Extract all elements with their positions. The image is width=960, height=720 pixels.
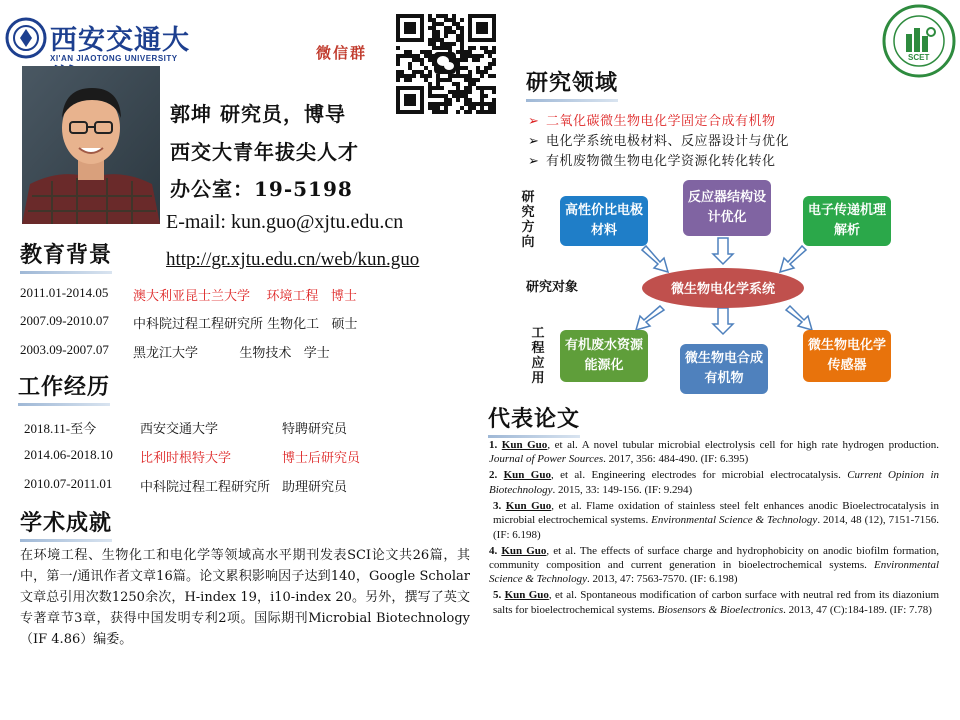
- box-electrosynthesis: 微生物电合成有机物: [680, 344, 768, 394]
- education-detail: 中科院过程工程研究所 生物化工 硕士: [133, 317, 358, 332]
- box-biosensor: 微生物电化学传感器: [803, 330, 891, 382]
- box-wastewater-energy: 有机废水资源能源化: [560, 330, 648, 382]
- box-electrode-materials: 高性价比电极材料: [560, 196, 648, 246]
- paper-title: , et al. Spontaneous modification of carbon surface with neutral red from its diazonium salts for bioelectrochemical systems.: [493, 589, 940, 616]
- paper-number: 5.: [493, 589, 502, 602]
- work-org: 西安交通大学: [140, 422, 219, 437]
- label-research-object: 研究对象: [526, 280, 579, 295]
- research-item: [528, 130, 789, 149]
- paper-item: [489, 499, 939, 542]
- arrow-bottom-right: [786, 306, 812, 330]
- label-engineering-application: 工程应用: [531, 326, 545, 386]
- university-logo: [4, 14, 194, 66]
- work-row: [24, 418, 474, 436]
- achievements-title: 学术成就: [20, 506, 112, 539]
- profile-url-link[interactable]: http://gr.xjtu.edu.cn/web/kun.guo: [166, 249, 420, 270]
- research-diagram: [520, 180, 920, 400]
- university-name: 西安交通大: [50, 25, 190, 56]
- paper-number: 4.: [489, 544, 498, 557]
- university-name-en: XI'AN JIAOTONG UNIVERSITY: [50, 54, 178, 63]
- paper-title: , et al. The effects of surface charge and hydrophobicity on anodic biofilm formation, community composition and current generation in bioelectrochemical systems.: [489, 544, 940, 572]
- papers-title: 代表论文: [488, 402, 580, 435]
- research-title: 研究领域: [526, 66, 618, 99]
- research-item-text: 二氧化碳微生物电化学固定合成有机物: [546, 114, 776, 129]
- paper-details: . 2015, 33: 149-156. (IF: 9.294): [552, 483, 693, 496]
- work-org: 中科院过程工程研究所: [140, 480, 271, 495]
- paper-details: . 2014, 48 (12), 7151-7156. (IF: 6.198): [493, 514, 939, 541]
- paper-number: 2.: [489, 469, 498, 482]
- arrow-top-left: [642, 246, 668, 272]
- work-row: [24, 476, 474, 494]
- bullet-arrow-icon: ➢: [528, 134, 540, 149]
- profile-name-title: 郭坤 研究员，博导: [170, 102, 346, 126]
- paper-author: Kun Guo: [504, 589, 549, 602]
- education-title: 教育背景: [20, 238, 112, 271]
- work-date: 2014.06-2018.10: [24, 447, 113, 462]
- profile-honor: 西交大青年拔尖人才: [170, 140, 359, 164]
- paper-details: . 2013, 47: 7563-7570. (IF: 6.198): [586, 573, 738, 586]
- paper-journal: Environmental Science & Technology: [651, 514, 818, 527]
- education-date: 2011.01-2014.05: [20, 285, 109, 300]
- papers-list: [489, 438, 939, 619]
- lab-seal-logo: [882, 4, 956, 78]
- education-row: [20, 342, 470, 360]
- education-detail: 澳大利亚昆士兰大学 环境工程 博士: [133, 289, 357, 304]
- paper-author: Kun Guo: [503, 469, 551, 482]
- work-role: 特聘研究员: [282, 422, 348, 437]
- wechat-qr-code[interactable]: [392, 12, 500, 116]
- bullet-arrow-icon: ➢: [528, 114, 540, 129]
- paper-journal: Biosensors & Bioelectronics: [657, 603, 784, 616]
- center-label: 微生物电化学系统: [670, 282, 775, 297]
- education-detail: 黑龙江大学 生物技术 学士: [133, 346, 330, 361]
- paper-journal: Journal of Power Sources: [489, 453, 604, 466]
- paper-author: Kun Guo: [501, 439, 548, 451]
- education-row: [20, 285, 470, 303]
- research-item-text: 电化学系统电极材料、反应器设计与优化: [546, 134, 790, 149]
- achievements-text: 在环境工程、生物化工和电化学等领域高水平期刊发表SCI论文共26篇，其中，第一/通讯作者文章16篇。论文累积影响因子达到140，Google Scholar文章总引用次数1250余次，H-index 19，i10-index 20。另外，撰写了英文专著章节3章，获得中国发明专利2项。国际期刊Microbial Biotechnology（IF 4.86）编委。: [20, 548, 470, 647]
- work-date: 2018.11-至今: [24, 421, 97, 436]
- profile-office: 办公室：19-5198: [170, 177, 353, 201]
- research-item-text: 有机废物微生物电化学资源化转化转化: [546, 154, 776, 169]
- paper-details: . 2013, 47 (C):184-189. (IF: 7.78): [783, 603, 932, 616]
- paper-item: [489, 468, 939, 497]
- arrow-bottom-left: [636, 306, 664, 330]
- paper-title: , et al. A novel tubular microbial electrolysis cell for high rate hydrogen production.: [547, 439, 940, 451]
- paper-title: , et al. Flame oxidation of stainless steel felt enhances anodic Bioelectrocatalysis in microbial electrochemical systems.: [493, 499, 939, 527]
- arrow-top-mid: [713, 238, 733, 264]
- work-org: 比利时根特大学: [140, 451, 232, 466]
- arrow-bottom-mid: [713, 308, 733, 334]
- lab-seal-text: SCET: [908, 53, 930, 62]
- profile-photo: [22, 66, 160, 224]
- research-item: [528, 110, 776, 129]
- education-date: 2003.09-2007.07: [20, 342, 109, 357]
- wechat-group-label: 微信群: [316, 44, 368, 62]
- work-role: 博士后研究员: [282, 451, 361, 466]
- paper-number: 1.: [489, 439, 498, 451]
- research-item: [528, 150, 776, 169]
- paper-journal: Current Opinion in Biotechnology: [489, 469, 940, 496]
- paper-details: . 2017, 356: 484-490. (IF: 6.395): [603, 453, 749, 466]
- paper-item: [489, 588, 939, 617]
- paper-item: [489, 438, 939, 467]
- box-electron-transfer: 电子传递机理解析: [803, 196, 891, 246]
- work-role: 助理研究员: [282, 480, 348, 495]
- paper-item: [489, 544, 939, 587]
- paper-author: Kun Guo: [505, 499, 552, 512]
- profile-email[interactable]: E-mail: kun.guo@xjtu.edu.cn: [166, 211, 404, 233]
- paper-journal: Environmental Science & Technology: [489, 559, 939, 586]
- paper-number: 3.: [493, 499, 502, 512]
- label-research-direction: 研究方向: [521, 190, 535, 250]
- box-reactor-design: 反应器结构设计优化: [683, 180, 771, 236]
- work-title: 工作经历: [18, 370, 110, 403]
- paper-title: , et al. Engineering electrodes for microbial electrocatalysis.: [550, 469, 848, 482]
- bullet-arrow-icon: ➢: [528, 154, 540, 169]
- work-date: 2010.07-2011.01: [24, 476, 113, 491]
- paper-author: Kun Guo: [501, 544, 547, 557]
- education-date: 2007.09-2010.07: [20, 313, 109, 328]
- arrow-top-right: [780, 246, 806, 272]
- work-row: [24, 447, 474, 465]
- education-row: [20, 313, 470, 331]
